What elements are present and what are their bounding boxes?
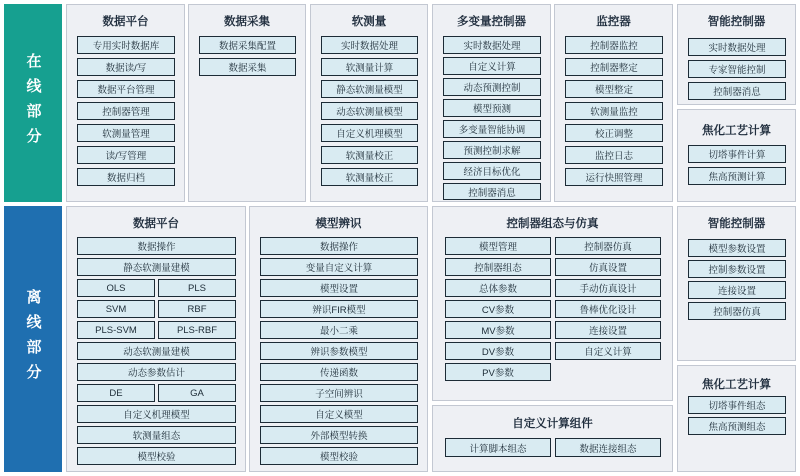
module-box[interactable]: 自定义机理模型 <box>77 405 236 423</box>
offline-data-platform-panel <box>66 206 246 472</box>
online-data-collection-panel <box>188 4 306 202</box>
module-box[interactable]: 自定义计算 <box>443 57 541 75</box>
module-box[interactable]: 动态软测量模型 <box>321 102 418 120</box>
module-box[interactable]: 外部模型转换 <box>260 426 418 444</box>
online-coking-panel <box>677 109 796 202</box>
module-box[interactable]: 切塔事件计算 <box>688 145 786 163</box>
panel-title: 焦化工艺计算 <box>702 125 771 137</box>
module-box[interactable]: 鲁棒优化设计 <box>555 300 661 318</box>
module-box[interactable]: 连接设置 <box>688 281 786 299</box>
module-box[interactable]: 总体参数 <box>445 279 551 297</box>
module-box[interactable]: 模型校验 <box>260 447 418 465</box>
panel-title: 模型辨识 <box>315 218 362 230</box>
module-box[interactable]: 多变量智能协调 <box>443 120 541 138</box>
module-box[interactable]: GA <box>158 384 236 402</box>
module-box[interactable]: 控制器仿真 <box>688 302 786 320</box>
module-box[interactable]: 静态软测量建模 <box>77 258 236 276</box>
module-box[interactable]: 实时数据处理 <box>688 38 786 56</box>
module-box[interactable]: 仿真设置 <box>555 258 661 276</box>
module-box[interactable]: 数据采集 <box>199 58 296 76</box>
panel-title: 数据平台 <box>102 16 149 28</box>
module-box[interactable]: 软测量监控 <box>565 102 663 120</box>
module-box[interactable]: 监控日志 <box>565 146 663 164</box>
online-data-platform-panel <box>66 4 185 202</box>
module-box[interactable]: 模型设置 <box>260 279 418 297</box>
module-box[interactable]: 软测量管理 <box>77 124 175 142</box>
module-box[interactable]: PLS-SVM <box>77 321 155 339</box>
panel-title: 智能控制器 <box>707 218 766 230</box>
module-box[interactable]: 控制器管理 <box>77 102 175 120</box>
offline-coking-panel <box>677 365 796 472</box>
panel-title: 焦化工艺计算 <box>702 379 771 391</box>
online-band <box>4 4 62 202</box>
panel-title: 智能控制器 <box>707 16 766 28</box>
module-box[interactable]: 自定义机理模型 <box>321 124 418 142</box>
module-box[interactable]: CV参数 <box>445 300 551 318</box>
module-box[interactable]: 焦高预测组态 <box>688 417 786 435</box>
module-box[interactable]: 动态预测控制 <box>443 78 541 96</box>
module-box[interactable]: 软测量计算 <box>321 58 418 76</box>
module-box[interactable]: PLS <box>158 279 236 297</box>
module-box[interactable]: 辨识参数模型 <box>260 342 418 360</box>
module-box[interactable]: MV参数 <box>445 321 551 339</box>
online-monitor-panel <box>554 4 673 202</box>
module-box[interactable]: 控制器组态 <box>445 258 551 276</box>
module-box[interactable]: 切塔事件组态 <box>688 396 786 414</box>
module-box[interactable]: RBF <box>158 300 236 318</box>
module-box[interactable]: 经济目标优化 <box>443 162 541 180</box>
panel-title: 数据平台 <box>133 218 179 230</box>
module-box[interactable]: DV参数 <box>445 342 551 360</box>
module-box[interactable]: 数据采集配置 <box>199 36 296 54</box>
online-soft-measure-panel <box>310 4 428 202</box>
module-box[interactable]: SVM <box>77 300 155 318</box>
panel-title: 控制器组态与仿真 <box>506 218 599 230</box>
module-box[interactable]: 模型参数设置 <box>688 239 786 257</box>
module-box[interactable]: 辨识FIR模型 <box>260 300 418 318</box>
module-box[interactable]: 数据连接组态 <box>555 438 661 457</box>
module-box[interactable]: 静态软测量模型 <box>321 80 418 98</box>
module-box[interactable]: 传递函数 <box>260 363 418 381</box>
panel-title: 自定义计算组件 <box>512 418 593 430</box>
module-box[interactable]: 软测量组态 <box>77 426 236 444</box>
module-box[interactable]: 数据操作 <box>77 237 236 255</box>
online-mv-controller-panel <box>432 4 551 202</box>
module-box[interactable]: 数据读/写 <box>77 58 175 76</box>
module-box[interactable]: 实时数据处理 <box>443 36 541 54</box>
module-box[interactable]: 模型管理 <box>445 237 551 255</box>
module-box[interactable]: 控制器整定 <box>565 58 663 76</box>
module-box[interactable]: 控制器仿真 <box>555 237 661 255</box>
module-box[interactable]: 控制器消息 <box>443 183 541 200</box>
module-box[interactable]: 数据操作 <box>260 237 418 255</box>
offline-controller-config-panel <box>432 206 673 401</box>
module-box[interactable]: 自定义模型 <box>260 405 418 423</box>
module-box[interactable]: 数据平台管理 <box>77 80 175 98</box>
module-box[interactable]: 变量自定义计算 <box>260 258 418 276</box>
offline-band <box>4 206 62 472</box>
module-box[interactable]: 动态参数估计 <box>77 363 236 381</box>
offline-custom-calc-panel <box>432 405 673 472</box>
panel-title: 多变量控制器 <box>457 16 526 28</box>
module-box[interactable]: 控制器消息 <box>688 82 786 100</box>
module-box[interactable]: 模型预测 <box>443 99 541 117</box>
module-box[interactable]: 软测量校正 <box>321 146 418 164</box>
module-box[interactable]: 实时数据处理 <box>321 36 418 54</box>
module-box[interactable]: 运行快照管理 <box>565 168 663 186</box>
module-box[interactable]: 控制参数设置 <box>688 260 786 278</box>
module-box[interactable]: 模型整定 <box>565 80 663 98</box>
module-box[interactable]: 软测量校正 <box>321 168 418 186</box>
module-box[interactable]: 预测控制求解 <box>443 141 541 159</box>
module-box[interactable]: PLS-RBF <box>158 321 236 339</box>
offline-smart-controller-panel <box>677 206 796 361</box>
module-box[interactable]: 计算脚本组态 <box>445 438 551 457</box>
module-box[interactable]: 焦高预测计算 <box>688 167 786 185</box>
module-box[interactable]: 专用实时数据库 <box>77 36 175 54</box>
module-box[interactable]: 数据归档 <box>77 168 175 186</box>
module-box[interactable]: 控制器监控 <box>565 36 663 54</box>
online-smart-controller-panel <box>677 4 796 105</box>
module-box[interactable]: 模型校验 <box>77 447 236 465</box>
module-box[interactable]: 最小二乘 <box>260 321 418 339</box>
module-box[interactable]: 读/写管理 <box>77 146 175 164</box>
panel-title: 软测量 <box>351 16 387 28</box>
panel-title: 监控器 <box>596 16 631 28</box>
module-box[interactable]: 自定义计算 <box>555 342 661 360</box>
module-box[interactable]: 子空间辨识 <box>260 384 418 402</box>
offline-model-id-panel <box>249 206 428 472</box>
module-box[interactable]: 动态软测量建模 <box>77 342 236 360</box>
module-box[interactable]: OLS <box>77 279 155 297</box>
module-box[interactable]: 手动仿真设计 <box>555 279 661 297</box>
panel-title: 数据采集 <box>224 16 270 28</box>
module-box[interactable]: 连接设置 <box>555 321 661 339</box>
offline-label: 离线部分 <box>24 289 42 389</box>
module-box[interactable]: 专家智能控制 <box>688 60 786 78</box>
module-box[interactable]: 校正调整 <box>565 124 663 142</box>
module-box[interactable]: PV参数 <box>445 363 551 381</box>
module-box[interactable]: DE <box>77 384 155 402</box>
online-label: 在线部分 <box>24 53 42 153</box>
